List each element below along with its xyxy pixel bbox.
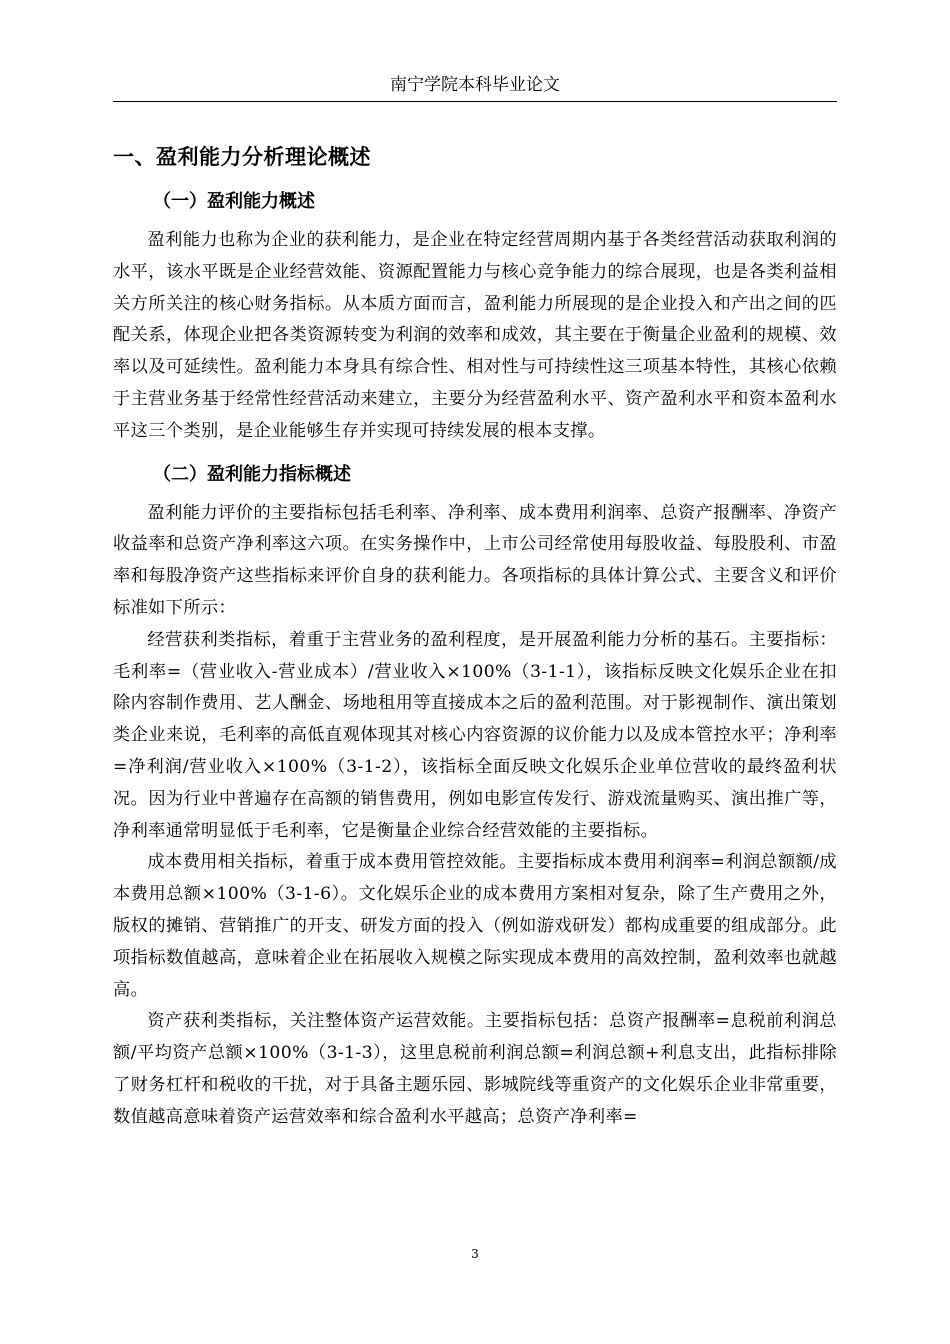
- header-rule: [113, 101, 837, 102]
- paragraph: 盈利能力评价的主要指标包括毛利率、净利率、成本费用利润率、总资产报酬率、净资产收益率和总资产净利率这六项。在实务操作中，上市公司经常使用每股收益、每股股利、市盈率和每股净资产这些指标来评价自身的获利能力。各项指标的具体计算公式、主要含义和评价标准如下所示：: [113, 502, 837, 618]
- paragraph: 经营获利类指标，着重于主营业务的盈利程度，是开展盈利能力分析的基石。主要指标：毛利率=（营业收入-营业成本）/营业收入×100%（3-1-1），该指标反映文化娱乐企业在扣除内容制作费用、艺人酬金、场地租用等直接成本之后的盈利范围。对于影视制作、演出策划类企业来说，毛利率的高低直观体现其对核心内容资源的议价能力以及成本管控水平；净利率=净利润/营业收入×100%（3-1-2），该指标全面反映文化娱乐企业单位营收的最终盈利状况。因为行业中普遍存在高额的销售费用，例如电影宣传发行、游戏流量购买、演出推广等，净利率通常明显低于毛利率，它是衡量企业综合经营效能的主要指标。: [113, 629, 837, 841]
- paragraph: 资产获利类指标，关注整体资产运营效能。主要指标包括：总资产报酬率=息税前利润总额/平均资产总额×100%（3-1-3），这里息税前利润总额=利润总额+利息支出，此指标排除了财务杠杆和税收的干扰，对于具备主题乐园、影城院线等重资产的文化娱乐企业非常重要，数值越高意味着资产运营效率和综合盈利水平越高；总资产净利率=: [113, 1011, 837, 1127]
- page-number: 3: [471, 1247, 479, 1261]
- chapter-heading: 一、盈利能力分析理论概述: [113, 144, 371, 169]
- page-body: [113, 142, 837, 1134]
- paragraph: 成本费用相关指标，着重于成本费用管控效能。主要指标成本费用利润率=利润总额额/成本费用总额×100%（3-1-6）。文化娱乐企业的成本费用方案相对复杂，除了生产费用之外，版权的摊销、营销推广的开支、研发方面的投入（例如游戏研发）都构成重要的组成部分。此项指标数值越高，意味着企业在拓展收入规模之际实现成本费用的高效控制，盈利效率也就越高。: [113, 852, 837, 1000]
- section-heading-2: （二）盈利能力指标概述: [153, 463, 351, 485]
- section-heading-1: （一）盈利能力概述: [153, 191, 315, 212]
- paragraph: 盈利能力也称为企业的获利能力，是企业在特定经营周期内基于各类经营活动获取利润的水平，该水平既是企业经营效能、资源配置能力与核心竞争能力的综合展现，也是各类利益相关方所关注的核心财务指标。从本质方面而言，盈利能力所展现的是企业投入和产出之间的匹配关系，体现企业把各类资源转变为利润的效率和成效，其主要在于衡量企业盈利的规模、效率以及可延续性。盈利能力本身具有综合性、相对性与可持续性这三项基本特性，其核心依赖于主营业务基于经常性经营活动来建立，主要分为经营盈利水平、资产盈利水平和资本盈利水平这三个类别，是企业能够生存并实现可持续发展的根本支撑。: [113, 230, 837, 441]
- running-header: 南宁学院本科毕业论文: [390, 75, 560, 95]
